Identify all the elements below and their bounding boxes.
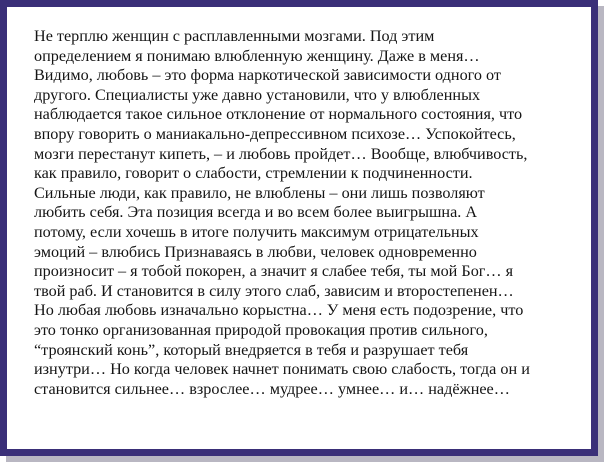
text-line: изнутри… Но когда человек начнет понимать свою слабость, тогда он и bbox=[34, 360, 530, 379]
text-line: Сильные люди, как правило, не влюблены – они лишь позволяют bbox=[34, 183, 485, 202]
text-line: любить себя. Эта позиция всегда и во всем более выигрышна. А bbox=[34, 203, 478, 222]
text-line: Видимо, любовь – это форма наркотической зависимости одного от bbox=[34, 66, 502, 85]
text-line: впору говорить о маниакально-депрессивном психозе… Успокойтесь, bbox=[34, 124, 516, 143]
text-line: эмоций – влюбись Признаваясь в любви, человек одновременно bbox=[34, 242, 477, 261]
text-line: Но любая любовь изначально корыстна… У меня есть подозрение, что bbox=[34, 301, 524, 320]
text-line: “троянский конь”, который внедряется в тебя и разрушает тебя bbox=[34, 340, 469, 359]
text-line: определением я понимаю влюбленную женщину. Даже в меня… bbox=[34, 46, 480, 65]
text-line: другого. Специалисты уже давно установили, что у влюбленных bbox=[34, 85, 481, 104]
text-line: твой раб. И становится в силу этого слаб, зависим и второстепенен… bbox=[34, 281, 514, 300]
text-line: наблюдается такое сильное отклонение от нормального состояния, что bbox=[34, 105, 523, 124]
text-line: как правило, говорит о слабости, стремлении к подчиненности. bbox=[34, 164, 473, 183]
text-line: это тонко организованная природой провокация против сильного, bbox=[34, 320, 488, 339]
text-line: мозги перестанут кипеть, – и любовь пройдет… Вообще, влюбчивость, bbox=[34, 144, 528, 163]
text-line: произносит – я тобой покорен, а значит я слабее тебя, ты мой Бог… я bbox=[34, 262, 514, 281]
text-line: становится сильнее… взрослее… мудрее… умнее… и… надёжнее… bbox=[34, 379, 510, 398]
quote-text bbox=[34, 27, 586, 447]
text-line: Не терплю женщин с расплавленными мозгами. Под этим bbox=[34, 27, 435, 45]
text-line: потому, если хочешь в итоге получить максимум отрицательных bbox=[34, 222, 479, 241]
